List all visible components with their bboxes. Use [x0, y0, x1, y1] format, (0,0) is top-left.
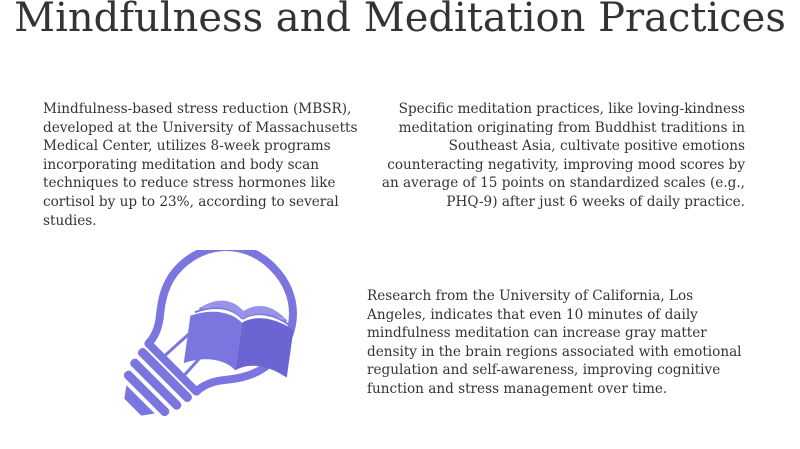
paragraph-loving-kindness: Specific meditation practices, like loving-kindness meditation originating from Buddhist traditions in Southeast Asia, cultivate positive emotions counteracting negativity, improving mood scores by an average of 15 points on standardized scales (e.g., PHQ-9) after just 6 weeks of daily practice. — [381, 101, 745, 210]
slide-title: Mindfulness and Meditation Practices — [14, 0, 786, 41]
lightbulb-book-icon — [100, 250, 310, 428]
paragraph-mbsr: Mindfulness-based stress reduction (MBSR), developed at the University of Massachusetts Medical Center, utilizes 8-week programs incorporating meditation and body scan techniques to reduce stress hormones like cortisol by up to 23%, according to several studies. — [43, 101, 358, 229]
paragraph-ucla-research: Research from the University of California, Los Angeles, indicates that even 10 minutes of daily mindfulness meditation can increase gray matter density in the brain regions associated with emotional regulation and self-awareness, improving cognitive function and stress management over time. — [367, 288, 742, 397]
